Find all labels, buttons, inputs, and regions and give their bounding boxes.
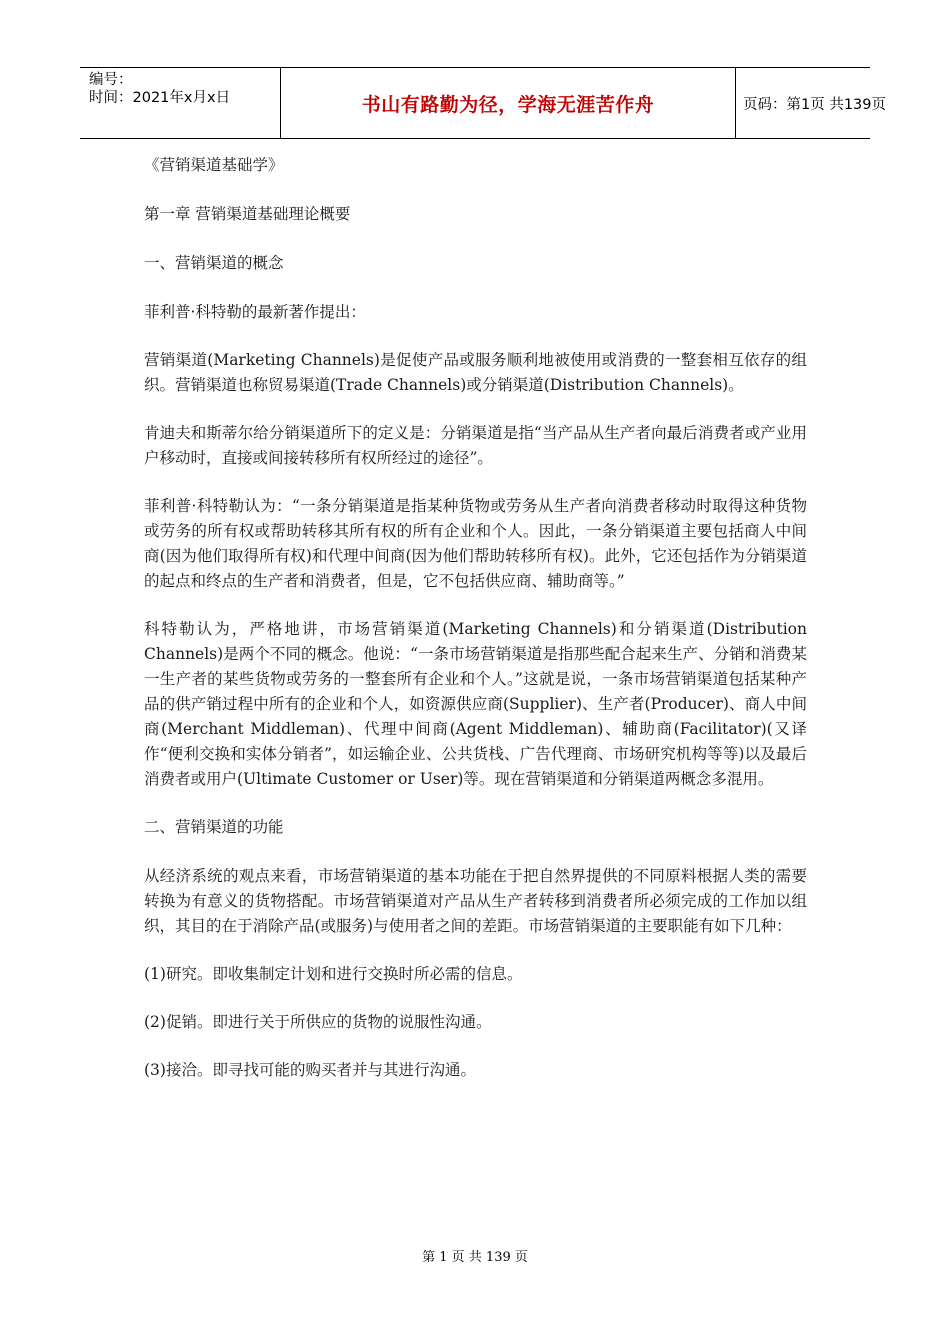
list-item: (1)研究。即收集制定计划和进行交换时所必需的信息。: [144, 965, 523, 983]
header-page-cell: [735, 68, 887, 138]
header-motto: 书山有路勤为径，学海无涯苦作舟: [361, 93, 655, 116]
paragraph: 菲利普·科特勒认为：“一条分销渠道是指某种货物或劳务从生产者向消费者移动时取得这种货物或劳务的所有权或帮助转移其所有权的所有企业和个人。因此，一条分销渠道主要包括商人中间商(因为他们取得所有权)和代理中间商(因为他们帮助转移所有权)。此外，它还包括作为分销渠道的起点和终点的生产者和消费者，但是，它不包括供应商、辅助商等。”: [144, 497, 807, 590]
section-title: 一、营销渠道的概念: [144, 254, 284, 272]
list-item: (3)接洽。即寻找可能的购买者并与其进行沟通。: [144, 1061, 476, 1079]
page-footer: 第 1 页 共 139 页: [422, 1250, 528, 1265]
paragraph: 从经济系统的观点来看，市场营销渠道的基本功能在于把自然界提供的不同原料根据人类的需要转换为有意义的货物搭配。市场营销渠道对产品从生产者转移到消费者所必须完成的工作加以组织，其目的在于消除产品(或服务)与使用者之间的差距。市场营销渠道的主要职能有如下几种：: [144, 867, 807, 935]
header-motto-cell: [280, 68, 736, 138]
page-header: [80, 67, 887, 139]
book-title: 《营销渠道基础学》: [144, 156, 284, 174]
chapter-title: 第一章 营销渠道基础理论概要: [144, 205, 351, 223]
section-title: 二、营销渠道的功能: [144, 818, 284, 836]
document-number-label: 编号：: [89, 72, 133, 88]
header-page-info: 页码：第1页 共139页: [743, 96, 887, 113]
list-item: (2)促销。即进行关于所供应的货物的说服性沟通。: [144, 1013, 492, 1031]
paragraph: 科特勒认为，严格地讲，市场营销渠道(Marketing Channels)和分销渠道(Distribution Channels)是两个不同的概念。他说：“一条市场营销渠道是指那些配合起来生产、分销和消费某一生产者的某些货物或劳务的一整套所有企业和个人。”这就是说，一条市场营销渠道包括某种产品的供产销过程中所有的企业和个人，如资源供应商(Supplier)、生产者(Producer)、商人中间商(Merchant Middleman)、代理中间商(Agent Middleman)、辅助商(Facilitator)(又译作“便利交换和实体分销者”，如运输企业、公共货栈、广告代理商、市场研究机构等等)以及最后消费者或用户(Ultimate Customer or User)等。现在营销渠道和分销渠道两概念多混用。: [144, 620, 807, 788]
paragraph: 菲利普·科特勒的最新著作提出：: [144, 303, 366, 321]
document-date-label: 时间：2021年x月x日: [89, 90, 231, 106]
paragraph: 肯迪夫和斯蒂尔给分销渠道所下的定义是：分销渠道是指“当产品从生产者向最后消费者或产业用户移动时，直接或间接转移所有权所经过的途径”。: [144, 424, 807, 467]
document-body: [144, 153, 807, 1106]
paragraph: 营销渠道(Marketing Channels)是促使产品或服务顺利地被使用或消费的一整套相互依存的组织。营销渠道也称贸易渠道(Trade Channels)或分销渠道(Distribution Channels)。: [144, 351, 807, 394]
header-meta: [80, 68, 280, 141]
